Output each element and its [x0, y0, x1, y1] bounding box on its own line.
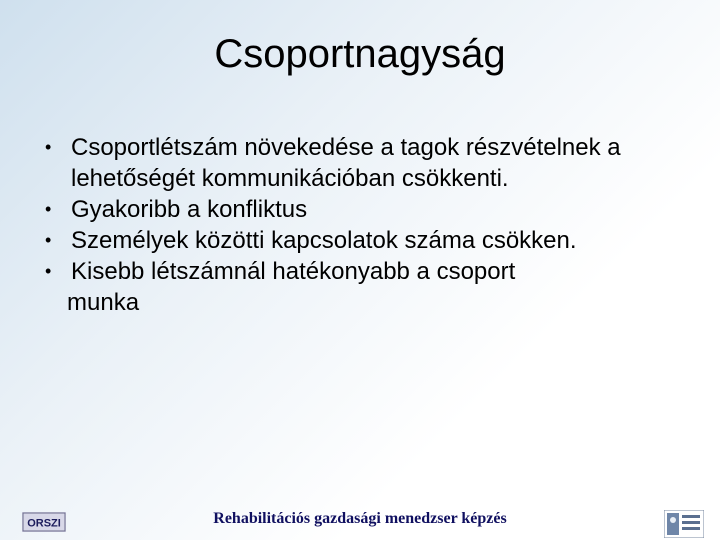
- bullet-dot-icon: •: [45, 199, 52, 219]
- bullet-dot-icon: •: [45, 230, 52, 250]
- institution-logo-icon: [664, 510, 704, 538]
- bullet-list: [45, 132, 705, 318]
- slide-title: Csoportnagyság: [214, 32, 506, 76]
- bullet-item: • Személyek közötti kapcsolatok száma csökken.: [45, 227, 577, 254]
- bullet-continuation: munka: [67, 289, 140, 316]
- bullet-item: • Gyakoribb a konfliktus: [45, 196, 308, 223]
- bullet-item: • Kisebb létszámnál hatékonyabb a csoport munka: [45, 256, 705, 318]
- bullet-item: • Csoportlétszám növekedése a tagok részvételnek a lehetőségét kommunikációban csökkenti.: [45, 134, 621, 192]
- footer-text: Rehabilitációs gazdasági menedzser képzés: [213, 510, 507, 527]
- bullet-dot-icon: •: [45, 137, 52, 157]
- orszi-logo-text: ORSZI: [27, 517, 61, 530]
- bullet-dot-icon: •: [45, 261, 52, 281]
